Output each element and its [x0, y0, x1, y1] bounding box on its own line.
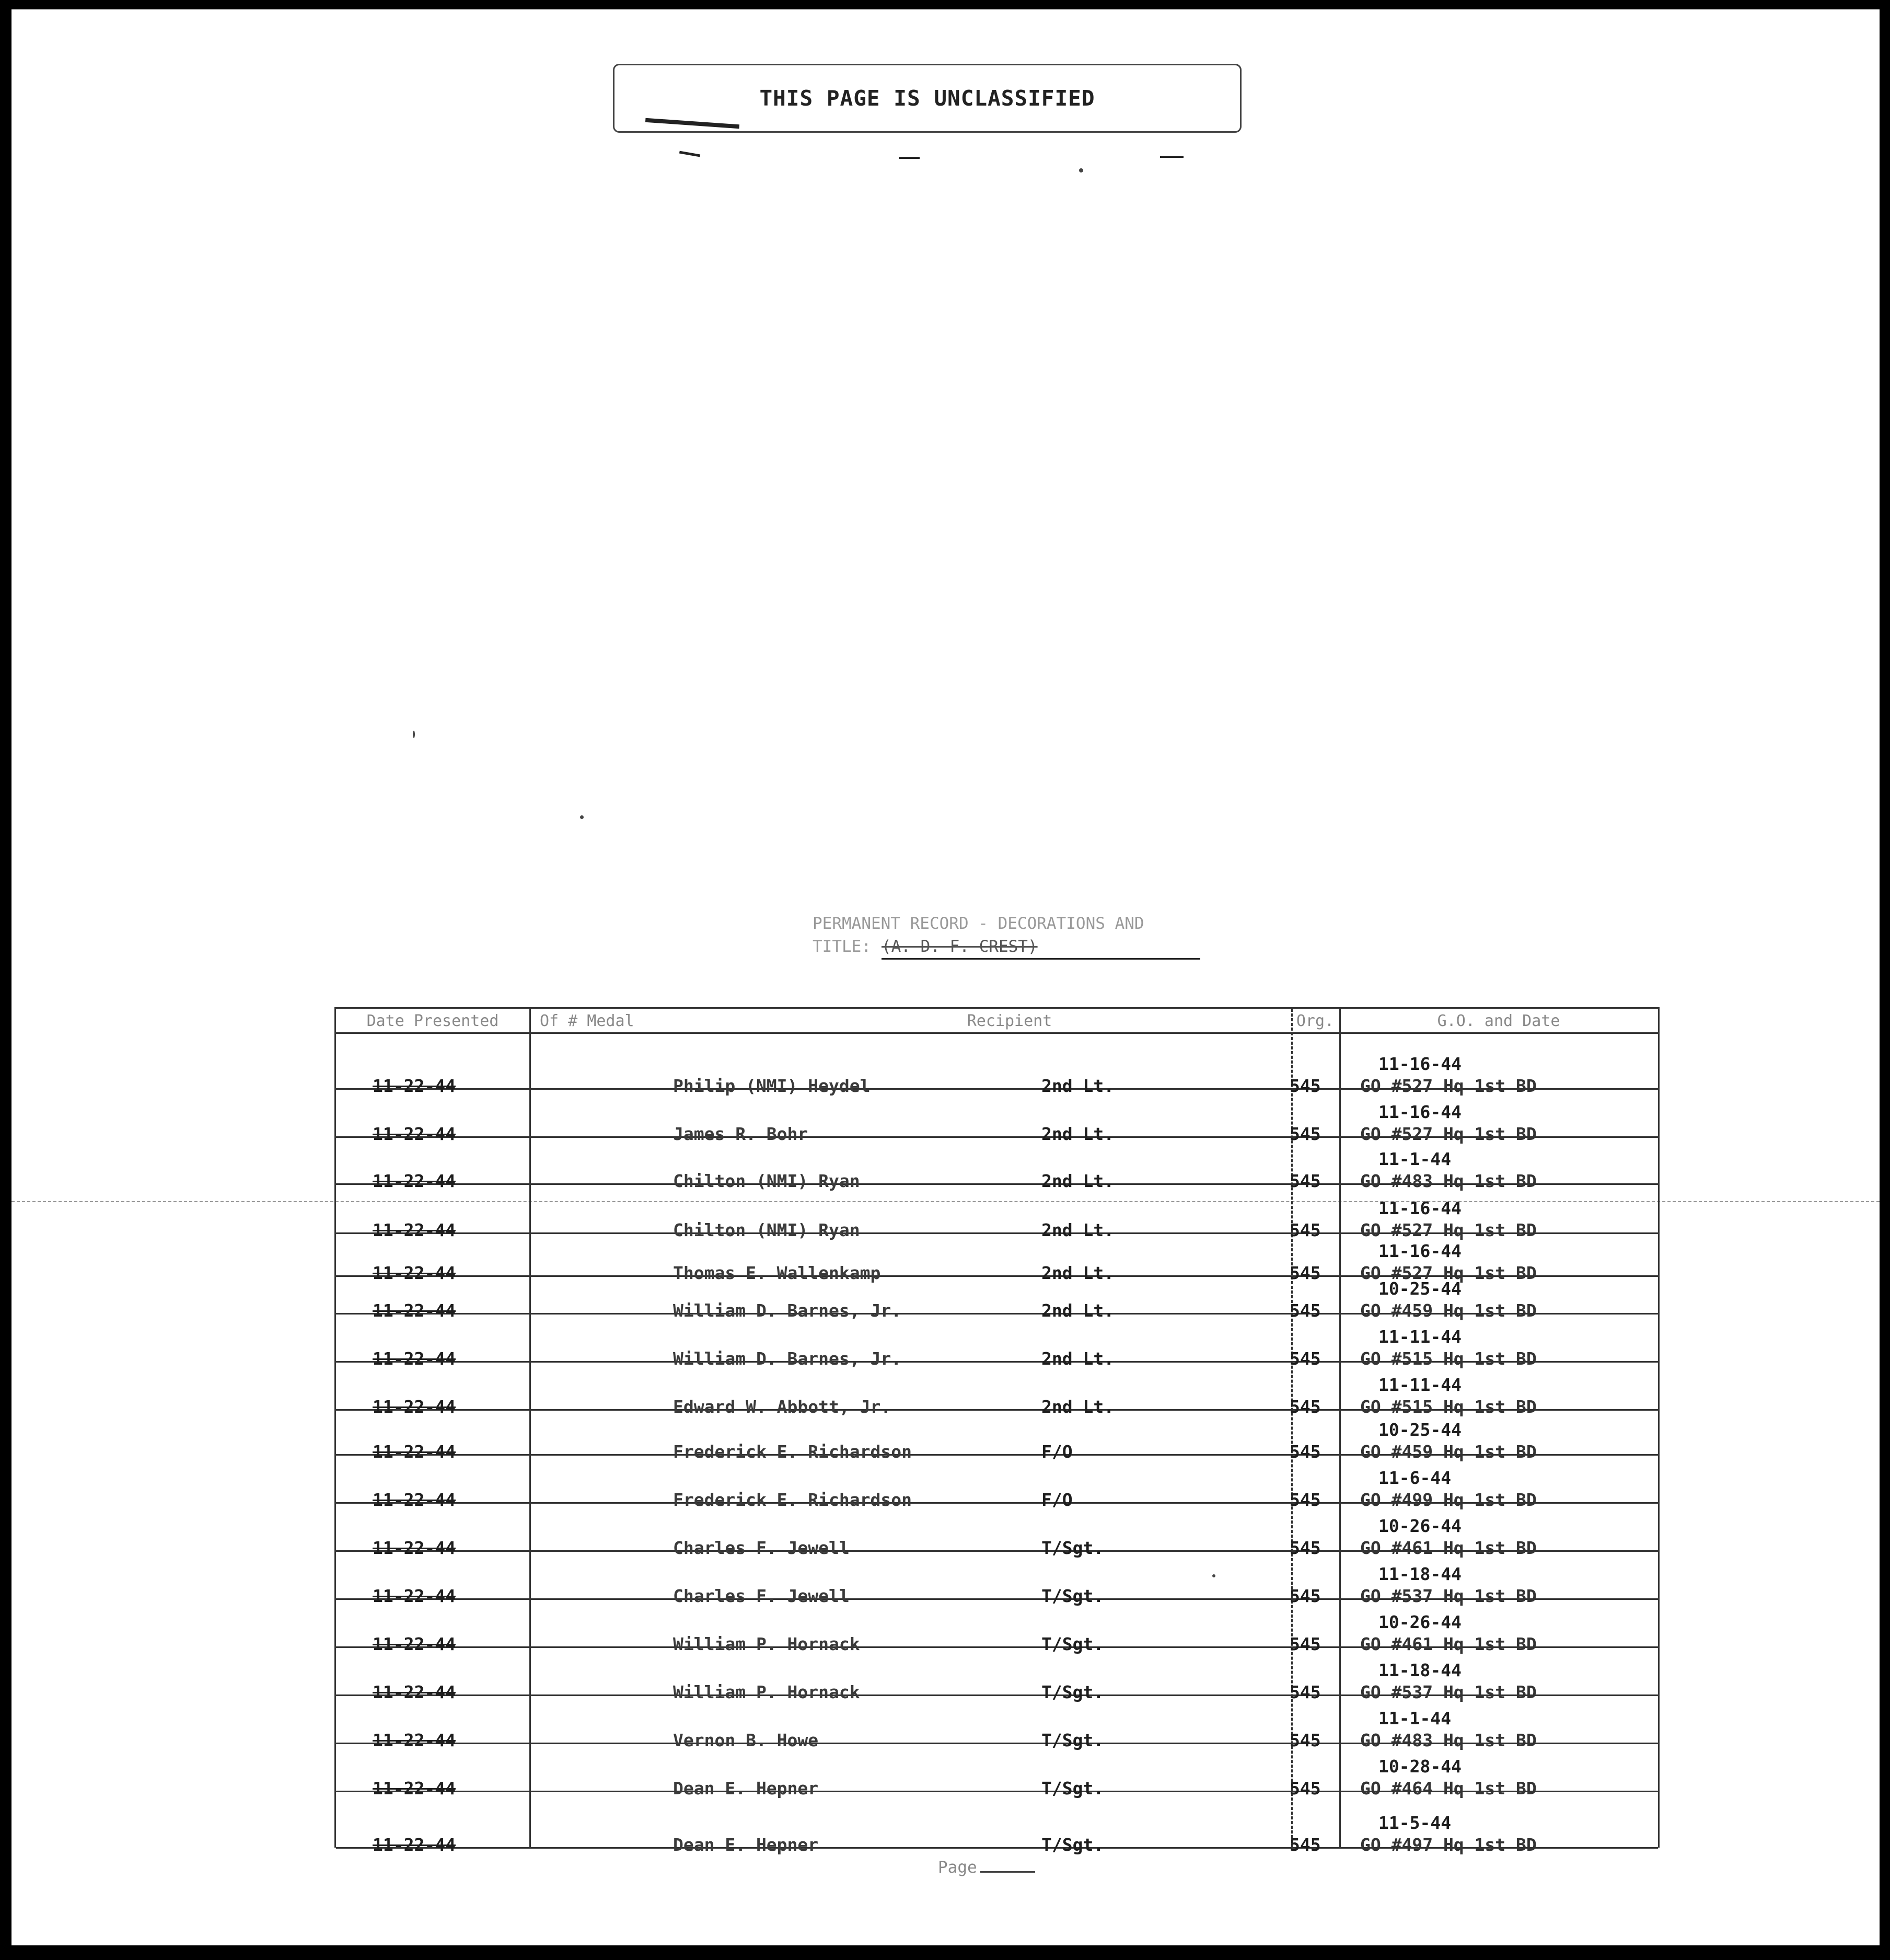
- general-order-cell: GO #459 Hq 1st BD: [1360, 1442, 1537, 1462]
- organization-cell: 545: [1290, 1076, 1321, 1096]
- general-order-cell: GO #527 Hq 1st BD: [1360, 1124, 1537, 1144]
- page-border-top: [0, 0, 1890, 9]
- scan-speck: [580, 815, 584, 819]
- recipient-rank-cell: 2nd Lt.: [1041, 1220, 1115, 1240]
- order-date-cell: 10-28-44: [1378, 1756, 1462, 1777]
- recipient-rank-cell: T/Sgt.: [1041, 1730, 1104, 1750]
- recipient-name-cell: Charles F. Jewell: [673, 1538, 850, 1558]
- banner-smudge: [899, 157, 920, 159]
- date-presented-cell: 11-22-44: [373, 1076, 456, 1096]
- recipient-rank-cell: 2nd Lt.: [1041, 1263, 1115, 1283]
- order-date-cell: 10-25-44: [1378, 1420, 1462, 1440]
- recipient-rank-cell: F/O: [1041, 1490, 1073, 1510]
- table-row: [336, 1756, 1658, 1799]
- general-order-cell: GO #537 Hq 1st BD: [1360, 1682, 1537, 1702]
- recipient-rank-cell: 2nd Lt.: [1041, 1171, 1115, 1191]
- header-date-presented: Date Presented: [366, 1012, 499, 1030]
- page-number-blank: [980, 1871, 1035, 1873]
- records-table: [334, 1007, 1660, 1855]
- recipient-rank-cell: 2nd Lt.: [1041, 1348, 1115, 1369]
- date-presented-cell: 11-22-44: [373, 1835, 456, 1855]
- recipient-rank-cell: 2nd Lt.: [1041, 1124, 1115, 1144]
- recipient-rank-cell: 2nd Lt.: [1041, 1397, 1115, 1417]
- general-order-cell: GO #527 Hq 1st BD: [1360, 1076, 1537, 1096]
- header-divider: [336, 1032, 1658, 1034]
- recipient-name-cell: Charles F. Jewell: [673, 1586, 850, 1606]
- organization-cell: 545: [1290, 1682, 1321, 1702]
- general-order-cell: GO #483 Hq 1st BD: [1360, 1171, 1537, 1191]
- general-order-cell: GO #527 Hq 1st BD: [1360, 1263, 1537, 1283]
- table-row: [336, 1708, 1658, 1751]
- general-order-cell: GO #537 Hq 1st BD: [1360, 1586, 1537, 1606]
- header-go-date: G.O. and Date: [1437, 1012, 1560, 1030]
- order-date-cell: 11-16-44: [1378, 1241, 1462, 1261]
- title-label: TITLE:: [813, 937, 871, 956]
- recipient-rank-cell: T/Sgt.: [1041, 1778, 1104, 1798]
- title-value: (A. D. F. CREST): [882, 935, 1200, 960]
- organization-cell: 545: [1290, 1538, 1321, 1558]
- header-org: Org.: [1296, 1012, 1335, 1030]
- recipient-rank-cell: T/Sgt.: [1041, 1586, 1104, 1606]
- page-border-bottom: [0, 1945, 1890, 1960]
- date-presented-cell: 11-22-44: [373, 1538, 456, 1558]
- recipient-name-cell: Dean E. Hepner: [673, 1778, 819, 1798]
- date-presented-cell: 11-22-44: [373, 1682, 456, 1702]
- recipient-rank-cell: T/Sgt.: [1041, 1682, 1104, 1702]
- table-row: [336, 1468, 1658, 1511]
- order-date-cell: 11-18-44: [1378, 1564, 1462, 1584]
- order-date-cell: 11-11-44: [1378, 1327, 1462, 1347]
- date-presented-cell: 11-22-44: [373, 1442, 456, 1462]
- table-row: [336, 1612, 1658, 1655]
- recipient-name-cell: James R. Bohr: [673, 1124, 808, 1144]
- order-date-cell: 11-16-44: [1378, 1054, 1462, 1074]
- document-header: [813, 912, 1231, 960]
- table-row: [336, 1327, 1658, 1369]
- table-row: [336, 1564, 1658, 1607]
- table-row: [336, 1102, 1658, 1145]
- scan-speck: [413, 731, 415, 738]
- organization-cell: 545: [1290, 1442, 1321, 1462]
- scan-speck: [1079, 168, 1083, 172]
- order-date-cell: 11-16-44: [1378, 1102, 1462, 1122]
- organization-cell: 545: [1290, 1634, 1321, 1654]
- recipient-rank-cell: 2nd Lt.: [1041, 1076, 1115, 1096]
- table-row: [336, 1660, 1658, 1703]
- date-presented-cell: 11-22-44: [373, 1300, 456, 1321]
- table-row: [336, 1813, 1658, 1855]
- general-order-cell: GO #499 Hq 1st BD: [1360, 1490, 1537, 1510]
- date-presented-cell: 11-22-44: [373, 1397, 456, 1417]
- general-order-cell: GO #483 Hq 1st BD: [1360, 1730, 1537, 1750]
- recipient-name-cell: Philip (NMI) Heydel: [673, 1076, 871, 1096]
- date-presented-cell: 11-22-44: [373, 1124, 456, 1144]
- recipient-name-cell: Edward W. Abbott, Jr.: [673, 1397, 891, 1417]
- recipient-rank-cell: T/Sgt.: [1041, 1835, 1104, 1855]
- recipient-rank-cell: T/Sgt.: [1041, 1634, 1104, 1654]
- general-order-cell: GO #497 Hq 1st BD: [1360, 1835, 1537, 1855]
- recipient-name-cell: William P. Hornack: [673, 1634, 860, 1654]
- order-date-cell: 11-1-44: [1378, 1708, 1452, 1728]
- banner-smudge: [1160, 156, 1184, 158]
- organization-cell: 545: [1290, 1124, 1321, 1144]
- recipient-name-cell: Dean E. Hepner: [673, 1835, 819, 1855]
- general-order-cell: GO #464 Hq 1st BD: [1360, 1778, 1537, 1798]
- page-border-right: [1880, 0, 1890, 1960]
- recipient-name-cell: William D. Barnes, Jr.: [673, 1300, 902, 1321]
- order-date-cell: 11-16-44: [1378, 1198, 1462, 1218]
- general-order-cell: GO #515 Hq 1st BD: [1360, 1397, 1537, 1417]
- date-presented-cell: 11-22-44: [373, 1778, 456, 1798]
- general-order-cell: GO #461 Hq 1st BD: [1360, 1634, 1537, 1654]
- organization-cell: 545: [1290, 1835, 1321, 1855]
- organization-cell: 545: [1290, 1300, 1321, 1321]
- organization-cell: 545: [1290, 1490, 1321, 1510]
- organization-cell: 545: [1290, 1778, 1321, 1798]
- order-date-cell: 11-5-44: [1378, 1813, 1452, 1833]
- organization-cell: 545: [1290, 1730, 1321, 1750]
- recipient-name-cell: William P. Hornack: [673, 1682, 860, 1702]
- table-row: [336, 1375, 1658, 1417]
- header-award: Of # Medal: [540, 1012, 634, 1030]
- date-presented-cell: 11-22-44: [373, 1171, 456, 1191]
- order-date-cell: 11-6-44: [1378, 1468, 1452, 1488]
- order-date-cell: 11-1-44: [1378, 1149, 1452, 1169]
- organization-cell: 545: [1290, 1348, 1321, 1369]
- recipient-rank-cell: T/Sgt.: [1041, 1538, 1104, 1558]
- recipient-rank-cell: 2nd Lt.: [1041, 1300, 1115, 1321]
- date-presented-cell: 11-22-44: [373, 1220, 456, 1240]
- recipient-rank-cell: F/O: [1041, 1442, 1073, 1462]
- general-order-cell: GO #527 Hq 1st BD: [1360, 1220, 1537, 1240]
- table-row: [336, 1516, 1658, 1559]
- banner-text: THIS PAGE IS UNCLASSIFIED: [759, 86, 1095, 111]
- order-date-cell: 10-25-44: [1378, 1278, 1462, 1299]
- general-order-cell: GO #459 Hq 1st BD: [1360, 1300, 1537, 1321]
- date-presented-cell: 11-22-44: [373, 1634, 456, 1654]
- page-number-label: [938, 1858, 1035, 1877]
- order-date-cell: 11-18-44: [1378, 1660, 1462, 1680]
- recipient-name-cell: Frederick E. Richardson: [673, 1490, 912, 1510]
- header-recipient: Recipient: [967, 1012, 1052, 1030]
- table-row: [336, 1278, 1658, 1321]
- organization-cell: 545: [1290, 1220, 1321, 1240]
- recipient-name-cell: Vernon B. Howe: [673, 1730, 819, 1750]
- organization-cell: 545: [1290, 1263, 1321, 1283]
- general-order-cell: GO #515 Hq 1st BD: [1360, 1348, 1537, 1369]
- organization-cell: 545: [1290, 1397, 1321, 1417]
- date-presented-cell: 11-22-44: [373, 1263, 456, 1283]
- banner-smudge: [679, 151, 700, 157]
- page-label-text: Page: [938, 1858, 977, 1877]
- date-presented-cell: 11-22-44: [373, 1730, 456, 1750]
- table-row: [336, 1198, 1658, 1241]
- recipient-name-cell: Thomas E. Wallenkamp: [673, 1263, 881, 1283]
- date-presented-cell: 11-22-44: [373, 1348, 456, 1369]
- table-row: [336, 1420, 1658, 1462]
- recipient-name-cell: Chilton (NMI) Ryan: [673, 1171, 860, 1191]
- recipient-name-cell: Frederick E. Richardson: [673, 1442, 912, 1462]
- date-presented-cell: 11-22-44: [373, 1490, 456, 1510]
- table-row: [336, 1149, 1658, 1192]
- order-date-cell: 11-11-44: [1378, 1375, 1462, 1395]
- recipient-name-cell: William D. Barnes, Jr.: [673, 1348, 902, 1369]
- organization-cell: 545: [1290, 1586, 1321, 1606]
- order-date-cell: 10-26-44: [1378, 1612, 1462, 1632]
- general-order-cell: GO #461 Hq 1st BD: [1360, 1538, 1537, 1558]
- page-border-left: [0, 0, 11, 1960]
- table-row: [336, 1054, 1658, 1097]
- document-header-line: PERMANENT RECORD - DECORATIONS AND: [813, 914, 1144, 933]
- recipient-name-cell: Chilton (NMI) Ryan: [673, 1220, 860, 1240]
- order-date-cell: 10-26-44: [1378, 1516, 1462, 1536]
- organization-cell: 545: [1290, 1171, 1321, 1191]
- date-presented-cell: 11-22-44: [373, 1586, 456, 1606]
